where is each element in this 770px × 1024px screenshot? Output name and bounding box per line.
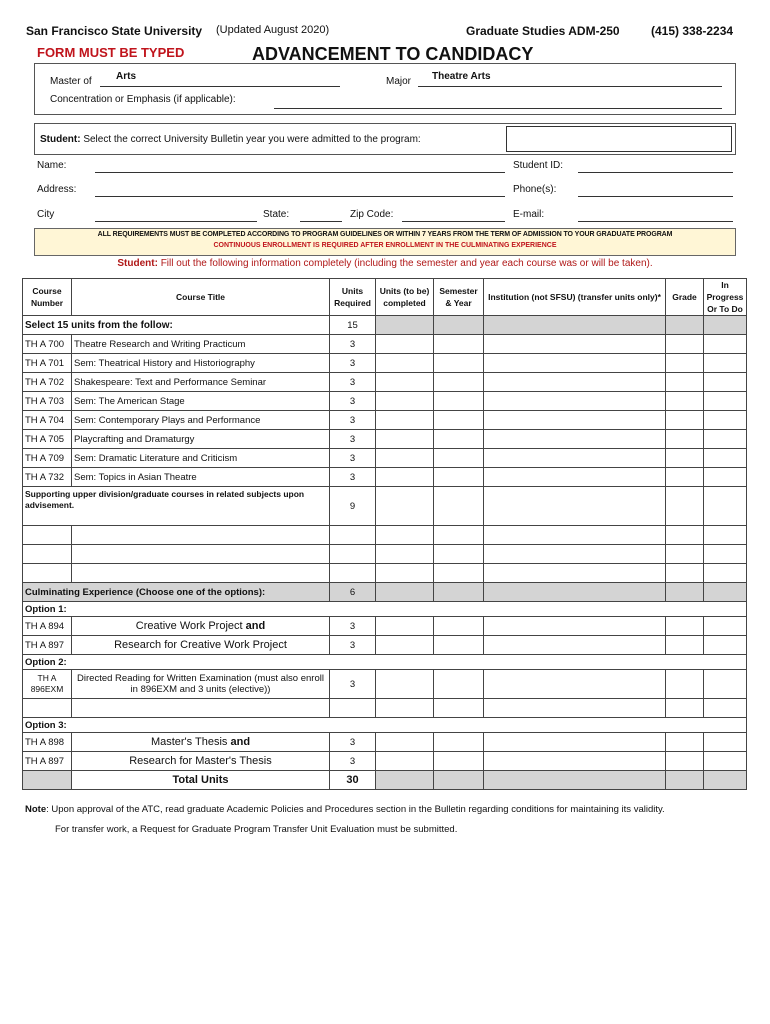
- institution-cell[interactable]: [484, 617, 666, 636]
- major-label: Major: [386, 76, 412, 87]
- course-units: 3: [330, 411, 376, 430]
- course-title: Master's Thesis and: [72, 733, 330, 752]
- institution-cell[interactable]: [484, 411, 666, 430]
- institution-cell[interactable]: [484, 468, 666, 487]
- units-completed-cell[interactable]: [376, 699, 434, 718]
- progress-cell[interactable]: [704, 449, 747, 468]
- header-semester-year: Semester & Year: [434, 279, 484, 316]
- city-label: City: [37, 209, 55, 220]
- table-row: [23, 392, 747, 411]
- zip-label: Zip Code:: [350, 209, 394, 220]
- blank-course-cell[interactable]: [23, 564, 72, 583]
- grade-cell[interactable]: [666, 670, 704, 699]
- grade-cell[interactable]: [666, 373, 704, 392]
- table-row: [23, 335, 747, 354]
- grade-cell[interactable]: [666, 392, 704, 411]
- grade-cell[interactable]: [666, 636, 704, 655]
- grade-cell[interactable]: [666, 699, 704, 718]
- semester-cell[interactable]: [434, 617, 484, 636]
- course-title: Theatre Research and Writing Practicum: [72, 335, 330, 354]
- supporting-label: Supporting upper division/graduate courses in related subjects upon advisement.: [23, 487, 330, 526]
- blank-title-cell[interactable]: [72, 545, 330, 564]
- option2-row: [23, 655, 747, 670]
- progress-cell[interactable]: [704, 545, 747, 564]
- blank-units-cell[interactable]: [330, 564, 376, 583]
- units-completed-cell[interactable]: [376, 487, 434, 526]
- units-completed-cell[interactable]: [376, 411, 434, 430]
- concentration-label: Concentration or Emphasis (if applicable):: [50, 94, 236, 105]
- blank-title-cell[interactable]: [72, 564, 330, 583]
- course-number: TH A 702: [23, 373, 72, 392]
- header-course-number: Course Number: [23, 279, 72, 316]
- concentration-input[interactable]: [274, 108, 722, 109]
- grade-cell[interactable]: [666, 354, 704, 373]
- state-label: State:: [263, 209, 290, 220]
- course-title: Sem: The American Stage: [72, 392, 330, 411]
- institution-cell[interactable]: [484, 449, 666, 468]
- header-units-completed: Units (to be) completed: [376, 279, 434, 316]
- units-completed-cell[interactable]: [376, 335, 434, 354]
- semester-cell[interactable]: [434, 335, 484, 354]
- institution-cell[interactable]: [484, 636, 666, 655]
- semester-cell[interactable]: [434, 468, 484, 487]
- units-completed-cell[interactable]: [376, 392, 434, 411]
- university-name: San Francisco State University: [26, 24, 203, 38]
- institution-cell[interactable]: [484, 373, 666, 392]
- units-completed-cell[interactable]: [376, 617, 434, 636]
- blank-units-cell[interactable]: [330, 526, 376, 545]
- header-units-required: Units Required: [330, 279, 376, 316]
- email-input[interactable]: [578, 221, 733, 222]
- progress-cell[interactable]: [704, 699, 747, 718]
- course-number: TH A 700: [23, 335, 72, 354]
- progress-cell[interactable]: [704, 564, 747, 583]
- supporting-row: [23, 487, 747, 526]
- option2-label: Option 2:: [23, 655, 747, 670]
- table-row: [23, 752, 747, 771]
- course-number: TH A 897: [23, 752, 72, 771]
- course-title: Playcrafting and Dramaturgy: [72, 430, 330, 449]
- grade-cell[interactable]: [666, 487, 704, 526]
- bulletin-prompt: Student: Select the correct University Bulletin year you were admitted to the program:: [40, 134, 421, 145]
- grade-cell[interactable]: [666, 335, 704, 354]
- master-of-label: Master of: [50, 76, 92, 87]
- course-units: 3: [330, 636, 376, 655]
- continuous-enrollment-text: CONTINUOUS ENROLLMENT IS REQUIRED AFTER ENROLLMENT IN THE CULMINATING EXPERIENCE: [213, 242, 557, 249]
- grade-cell[interactable]: [666, 752, 704, 771]
- institution-cell[interactable]: [484, 430, 666, 449]
- units-completed-cell[interactable]: [376, 733, 434, 752]
- course-units: 3: [330, 392, 376, 411]
- course-number: TH A 701: [23, 354, 72, 373]
- must-type-warning: FORM MUST BE TYPED: [37, 45, 185, 60]
- form-code: Graduate Studies ADM-250: [466, 24, 620, 38]
- table-row: [23, 617, 747, 636]
- course-units: 3: [330, 733, 376, 752]
- address-label: Address:: [37, 184, 77, 195]
- units-completed-cell[interactable]: [376, 564, 434, 583]
- requirements-text: ALL REQUIREMENTS MUST BE COMPLETED ACCORDING TO PROGRAM GUIDELINES OR WITHIN 7 YEARS FROM THE TERM OF ADMISSION TO YOUR GRADUATE PROGRAM: [97, 231, 673, 238]
- grade-cell[interactable]: [666, 468, 704, 487]
- course-number: TH A 704: [23, 411, 72, 430]
- semester-cell[interactable]: [434, 670, 484, 699]
- progress-cell[interactable]: [704, 335, 747, 354]
- semester-cell[interactable]: [434, 411, 484, 430]
- phone-number: (415) 338-2234: [651, 24, 734, 38]
- course-number: TH A 709: [23, 449, 72, 468]
- progress-cell[interactable]: [704, 373, 747, 392]
- master-of-input[interactable]: Arts: [116, 71, 137, 82]
- progress-cell[interactable]: [704, 733, 747, 752]
- blank-row: [23, 564, 747, 583]
- bulletin-year-input[interactable]: [506, 126, 732, 152]
- course-number: TH A 705: [23, 430, 72, 449]
- table-row: [23, 430, 747, 449]
- course-units: 3: [330, 670, 376, 699]
- table-row: [23, 449, 747, 468]
- course-title: Research for Creative Work Project: [72, 636, 330, 655]
- institution-cell[interactable]: [484, 564, 666, 583]
- course-title: Sem: Theatrical History and Historiography: [72, 354, 330, 373]
- course-title: Sem: Contemporary Plays and Performance: [72, 411, 330, 430]
- grade-cell[interactable]: [666, 733, 704, 752]
- semester-cell[interactable]: [434, 752, 484, 771]
- blank-row: [23, 699, 747, 718]
- course-table: [22, 278, 747, 790]
- culminating-row: [23, 583, 747, 602]
- institution-cell[interactable]: [484, 335, 666, 354]
- student-id-input[interactable]: [578, 172, 733, 173]
- blank-row: [23, 545, 747, 564]
- header-in-progress: In Progress Or To Do: [704, 279, 747, 316]
- approval-note: Note: Upon approval of the ATC, read graduate Academic Policies and Procedures section in the Bulletin regarding conditions for maintaining its validity.: [25, 804, 665, 815]
- semester-cell[interactable]: [434, 636, 484, 655]
- option1-label: Option 1:: [23, 602, 747, 617]
- progress-cell[interactable]: [704, 354, 747, 373]
- semester-cell[interactable]: [434, 373, 484, 392]
- semester-cell[interactable]: [434, 392, 484, 411]
- total-value: 30: [330, 771, 376, 790]
- header-grade: Grade: [666, 279, 704, 316]
- progress-cell[interactable]: [704, 468, 747, 487]
- institution-cell[interactable]: [484, 699, 666, 718]
- institution-cell[interactable]: [484, 354, 666, 373]
- institution-cell[interactable]: [484, 752, 666, 771]
- course-title: Research for Master's Thesis: [72, 752, 330, 771]
- course-title: Sem: Dramatic Literature and Criticism: [72, 449, 330, 468]
- institution-cell[interactable]: [484, 545, 666, 564]
- course-number: TH A 896EXM: [23, 670, 72, 699]
- course-units: 3: [330, 354, 376, 373]
- semester-cell[interactable]: [434, 699, 484, 718]
- updated-date: (Updated August 2020): [216, 24, 330, 36]
- semester-cell[interactable]: [434, 545, 484, 564]
- progress-cell[interactable]: [704, 636, 747, 655]
- semester-cell[interactable]: [434, 354, 484, 373]
- option3-label: Option 3:: [23, 718, 747, 733]
- table-row: [23, 373, 747, 392]
- phone-input[interactable]: [578, 196, 733, 197]
- name-input[interactable]: [95, 172, 505, 173]
- culminating-units: 6: [330, 583, 376, 602]
- semester-cell[interactable]: [434, 430, 484, 449]
- progress-cell[interactable]: [704, 617, 747, 636]
- grade-cell[interactable]: [666, 430, 704, 449]
- blank-row: [23, 526, 747, 545]
- grade-cell[interactable]: [666, 449, 704, 468]
- culminating-label: Culminating Experience (Choose one of the options):: [23, 583, 330, 602]
- table-row: [23, 468, 747, 487]
- header-institution: Institution (not SFSU) (transfer units only)*: [484, 279, 666, 316]
- grade-cell[interactable]: [666, 526, 704, 545]
- progress-cell[interactable]: [704, 392, 747, 411]
- units-completed-cell[interactable]: [376, 670, 434, 699]
- total-row: [23, 771, 747, 790]
- institution-cell[interactable]: [484, 392, 666, 411]
- option3-row: [23, 718, 747, 733]
- institution-cell[interactable]: [484, 733, 666, 752]
- table-row: [23, 670, 747, 699]
- units-completed-cell[interactable]: [376, 373, 434, 392]
- header-course-title: Course Title: [72, 279, 330, 316]
- institution-cell[interactable]: [484, 670, 666, 699]
- course-title: Sem: Topics in Asian Theatre: [72, 468, 330, 487]
- table-row: [23, 411, 747, 430]
- course-units: 3: [330, 373, 376, 392]
- major-input[interactable]: Theatre Arts: [432, 71, 491, 82]
- grade-cell[interactable]: [666, 411, 704, 430]
- semester-cell[interactable]: [434, 449, 484, 468]
- units-completed-cell[interactable]: [376, 752, 434, 771]
- units-completed-cell[interactable]: [376, 354, 434, 373]
- units-completed-cell[interactable]: [376, 430, 434, 449]
- zip-input[interactable]: [402, 221, 505, 222]
- progress-cell[interactable]: [704, 487, 747, 526]
- units-completed-cell[interactable]: [376, 636, 434, 655]
- course-number: TH A 732: [23, 468, 72, 487]
- course-units: 3: [330, 335, 376, 354]
- course-number: TH A 897: [23, 636, 72, 655]
- progress-cell[interactable]: [704, 430, 747, 449]
- grade-cell[interactable]: [666, 617, 704, 636]
- course-units: 3: [330, 468, 376, 487]
- table-row: [23, 636, 747, 655]
- student-id-label: Student ID:: [513, 160, 564, 171]
- section1-label: Select 15 units from the follow:: [23, 316, 330, 335]
- total-label: Total Units: [72, 771, 330, 790]
- institution-cell[interactable]: [484, 526, 666, 545]
- city-input[interactable]: [95, 221, 257, 222]
- grade-cell[interactable]: [666, 564, 704, 583]
- table-header-row: [23, 279, 747, 316]
- blank-title-cell[interactable]: [72, 699, 330, 718]
- email-label: E-mail:: [513, 209, 545, 220]
- section1-units: 15: [330, 316, 376, 335]
- course-number: TH A 703: [23, 392, 72, 411]
- progress-cell[interactable]: [704, 526, 747, 545]
- section1-row: [23, 316, 747, 335]
- semester-cell[interactable]: [434, 487, 484, 526]
- page-title: ADVANCEMENT TO CANDIDACY: [252, 44, 534, 64]
- grade-cell[interactable]: [666, 545, 704, 564]
- course-title: Shakespeare: Text and Performance Seminar: [72, 373, 330, 392]
- transfer-note: For transfer work, a Request for Graduate Program Transfer Unit Evaluation must be submitted.: [55, 824, 458, 835]
- semester-cell[interactable]: [434, 733, 484, 752]
- blank-course-cell[interactable]: [23, 545, 72, 564]
- course-number: TH A 898: [23, 733, 72, 752]
- option1-row: [23, 602, 747, 617]
- progress-cell[interactable]: [704, 670, 747, 699]
- supporting-units: 9: [330, 487, 376, 526]
- blank-units-cell[interactable]: [330, 545, 376, 564]
- institution-cell[interactable]: [484, 487, 666, 526]
- units-completed-cell[interactable]: [376, 468, 434, 487]
- course-units: 3: [330, 617, 376, 636]
- phones-label: Phone(s):: [513, 184, 557, 195]
- course-units: 3: [330, 449, 376, 468]
- blank-units-cell[interactable]: [330, 699, 376, 718]
- units-completed-cell[interactable]: [376, 449, 434, 468]
- blank-course-cell[interactable]: [23, 526, 72, 545]
- course-number: TH A 894: [23, 617, 72, 636]
- state-input[interactable]: [300, 221, 342, 222]
- course-title: Creative Work Project and: [72, 617, 330, 636]
- address-input[interactable]: [95, 196, 505, 197]
- blank-course-cell[interactable]: [23, 699, 72, 718]
- units-completed-cell[interactable]: [376, 526, 434, 545]
- progress-cell[interactable]: [704, 411, 747, 430]
- table-row: [23, 354, 747, 373]
- progress-cell[interactable]: [704, 752, 747, 771]
- semester-cell[interactable]: [434, 526, 484, 545]
- table-row: [23, 733, 747, 752]
- course-title: Directed Reading for Written Examination (must also enroll in 896EXM and 3 units (elective)): [72, 670, 330, 699]
- fill-instructions: Student: Fill out the following information completely (including the semester and year each course was or will be taken).: [117, 258, 653, 269]
- course-units: 3: [330, 430, 376, 449]
- blank-title-cell[interactable]: [72, 526, 330, 545]
- semester-cell[interactable]: [434, 564, 484, 583]
- units-completed-cell[interactable]: [376, 545, 434, 564]
- name-label: Name:: [37, 160, 67, 171]
- course-units: 3: [330, 752, 376, 771]
